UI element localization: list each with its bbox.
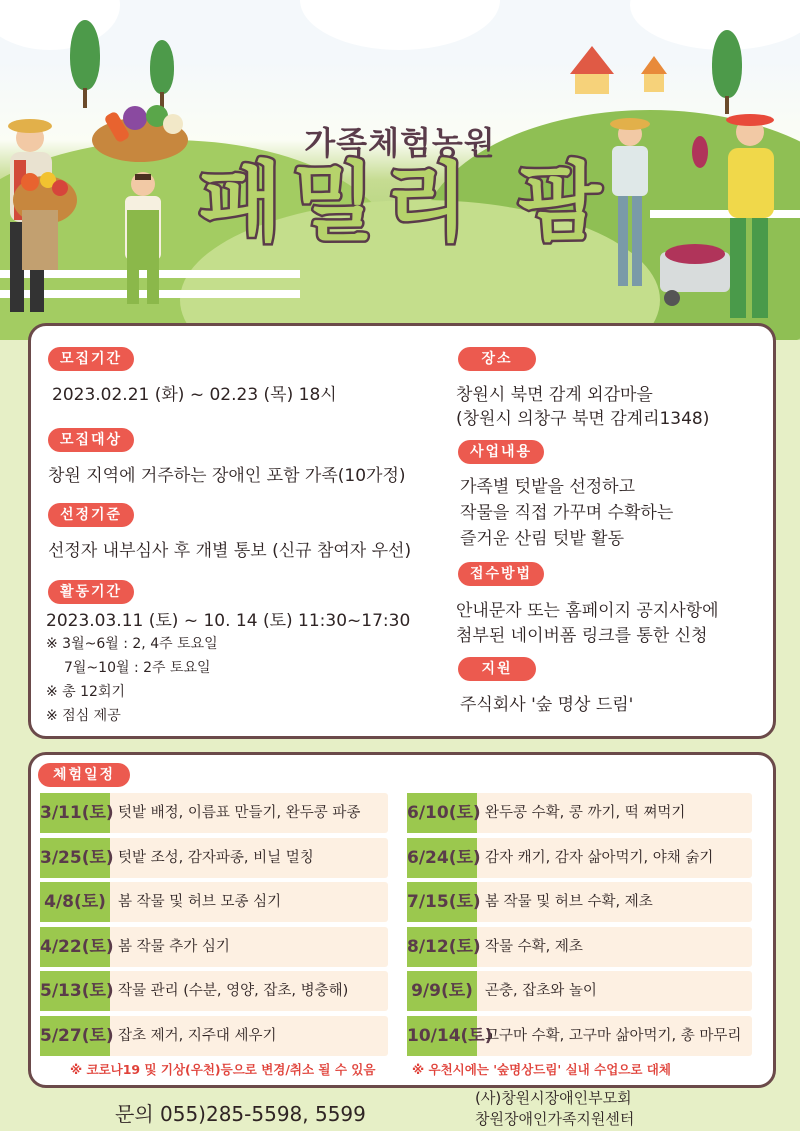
schedule-row: [407, 793, 752, 833]
cloud: [0, 0, 120, 50]
house: [644, 74, 664, 92]
schedule-date: 4/22(토): [40, 927, 110, 967]
schedule-date: 3/11(토): [40, 793, 110, 833]
subtitle: 가족체험농원: [304, 124, 496, 162]
schedule-activity: 잡초 제거, 지주대 세우기: [118, 1027, 277, 1044]
activity-note: 7월~10월 : 2주 토요일: [64, 660, 211, 676]
tag-content: 사업내용: [458, 440, 544, 464]
warning-right: ※ 우천시에는 '숲명상드림' 실내 수업으로 대체: [412, 1062, 671, 1077]
schedule-date: 7/15(토): [407, 882, 477, 922]
schedule-activity: 작물 관리 (수분, 영양, 잡초, 병충해): [118, 983, 349, 999]
tag-support: 지원: [458, 657, 536, 681]
place-line: (창원시 의창구 북면 감계리1348): [456, 409, 710, 429]
schedule-activity: 봄 작물 추가 심기: [118, 938, 230, 955]
schedule-date: 6/10(토): [407, 793, 477, 833]
schedule-date: 3/25(토): [40, 838, 110, 878]
tag-selection: 선정기준: [48, 503, 134, 527]
schedule-date: 10/14(토): [407, 1016, 477, 1056]
schedule-row: [40, 927, 388, 967]
schedule-activity: 텃밭 배정, 이름표 만들기, 완두콩 파종: [118, 805, 361, 821]
recruit-target-text: 창원 지역에 거주하는 장애인 포함 가족(10가정): [48, 466, 406, 486]
schedule-row: [40, 793, 388, 833]
tree: [70, 20, 100, 90]
activity-note: ※ 점심 제공: [46, 708, 121, 724]
content-line: 즐거운 산림 텃밭 활동: [460, 529, 625, 549]
tree: [150, 40, 174, 94]
tag-activity-period: 활동기간: [48, 580, 134, 604]
org-name: 창원장애인가족지원센터: [475, 1110, 635, 1128]
tag-recruit-target: 모집대상: [48, 428, 134, 452]
schedule-row: [40, 1016, 388, 1056]
tree: [712, 30, 742, 98]
schedule-date: 5/27(토): [40, 1016, 110, 1056]
activity-note: ※ 총 12회기: [46, 684, 126, 700]
support-line: 주식회사 '숲 명상 드림': [460, 695, 634, 715]
tag-schedule: 체험일정: [38, 763, 130, 787]
content-line: 가족별 텃밭을 선정하고: [460, 477, 636, 497]
tag-recruit-period: 모집기간: [48, 347, 134, 371]
schedule-date: 8/12(토): [407, 927, 477, 967]
place-line: 창원시 북면 감계 외감마을: [456, 385, 653, 405]
house-roof: [641, 56, 667, 74]
apply-line: 첨부된 네이버폼 링크를 통한 신청: [456, 626, 708, 646]
org-name: (사)창원시장애인부모회: [475, 1089, 632, 1107]
tag-place: 장소: [458, 347, 536, 371]
schedule-row: [407, 1016, 752, 1056]
cloud: [300, 0, 500, 50]
schedule-date: 5/13(토): [40, 971, 110, 1011]
schedule-activity: 완두콩 수확, 콩 까기, 떡 쪄먹기: [485, 805, 686, 821]
schedule-activity: 고구마 수확, 고구마 삶아먹기, 총 마무리: [485, 1027, 742, 1044]
schedule-row: [407, 971, 752, 1011]
house-roof: [570, 46, 614, 74]
schedule-row: [40, 971, 388, 1011]
schedule-date: 6/24(토): [407, 838, 477, 878]
warning-left: ※ 코로나19 및 기상(우천)등으로 변경/취소 될 수 있음: [70, 1062, 376, 1077]
activity-period-text: 2023.03.11 (토) ~ 10. 14 (토) 11:30~17:30: [46, 611, 411, 631]
schedule-row: [407, 882, 752, 922]
schedule-date: 4/8(토): [40, 882, 110, 922]
schedule-row: [407, 927, 752, 967]
page-title: 패밀리 팜: [198, 153, 612, 253]
recruit-period-text: 2023.02.21 (화) ~ 02.23 (목) 18시: [52, 385, 337, 405]
schedule-activity: 감자 캐기, 감자 삶아먹기, 야채 숡기: [485, 849, 714, 866]
schedule-date: 9/9(토): [407, 971, 477, 1011]
house: [575, 72, 609, 94]
schedule-activity: 작물 수확, 제초: [485, 938, 583, 955]
schedule-activity: 텃밭 조성, 감자파종, 비닐 멀칭: [118, 849, 314, 866]
selection-text: 선정자 내부심사 후 개별 통보 (신규 참여자 우선): [48, 541, 412, 561]
schedule-activity: 곤충, 잡초와 놀이: [485, 983, 597, 999]
content-line: 작물을 직접 가꾸며 수확하는: [460, 503, 674, 523]
schedule-row: [40, 882, 388, 922]
schedule-activity: 봄 작물 및 허브 모종 심기: [118, 894, 282, 910]
activity-note: ※ 3월~6월 : 2, 4주 토요일: [46, 636, 218, 652]
schedule-row: [40, 838, 388, 878]
contact-phone: 문의 055)285-5598, 5599: [115, 1102, 366, 1126]
schedule-row: [407, 838, 752, 878]
schedule-activity: 봄 작물 및 허브 수확, 제초: [485, 894, 653, 910]
tag-apply: 접수방법: [458, 562, 544, 586]
apply-line: 안내문자 또는 홈페이지 공지사항에: [456, 601, 719, 621]
